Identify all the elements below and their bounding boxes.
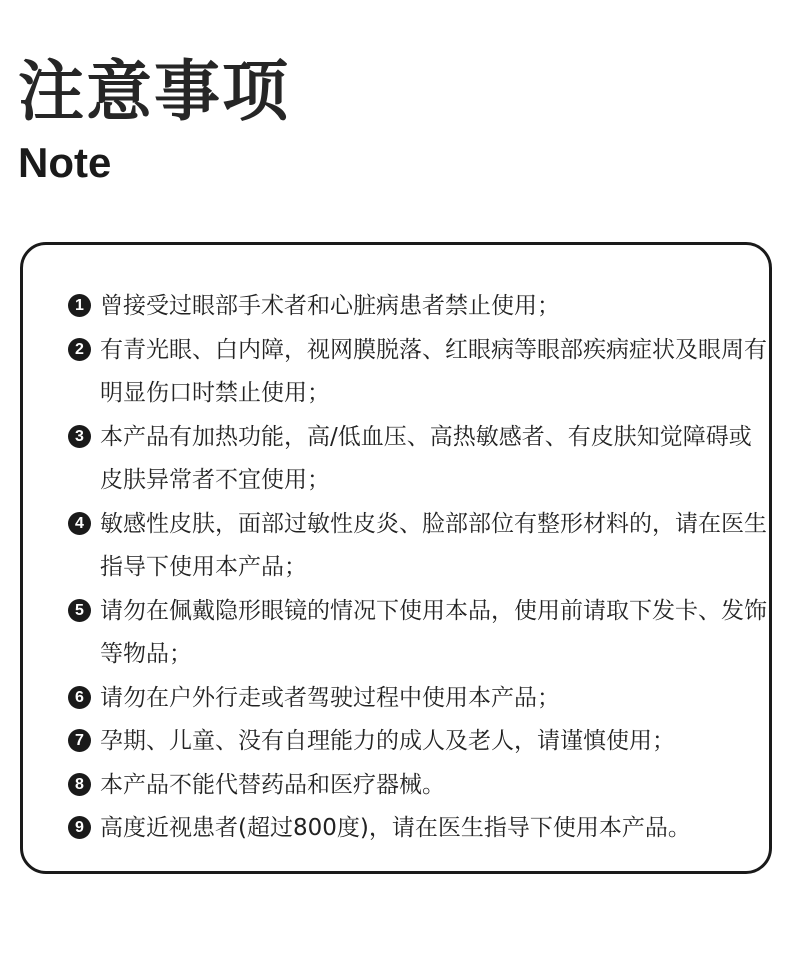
notice-item-5 <box>68 590 768 677</box>
notice-item-7 <box>68 720 768 764</box>
number-8-icon: 8 <box>68 773 91 796</box>
notice-text: 高度近视患者(超过800度)，请在医生指导下使用本产品。 <box>100 815 691 841</box>
notice-text: 本产品有加热功能，高/低血压、高热敏感者、有皮肤知觉障碍或皮肤异常者不宜使用； <box>100 423 752 493</box>
notice-item-4 <box>68 503 768 590</box>
notice-item-6 <box>68 677 768 721</box>
notice-item-8 <box>68 764 768 808</box>
number-1-icon: 1 <box>68 294 91 317</box>
number-3-icon: 3 <box>68 425 91 448</box>
notice-item-9 <box>68 807 768 851</box>
notice-box <box>20 242 772 874</box>
number-6-icon: 6 <box>68 686 91 709</box>
notice-text: 孕期、儿童、没有自理能力的成人及老人，请谨慎使用； <box>100 728 675 754</box>
number-2-icon: 2 <box>68 338 91 361</box>
notice-text: 本产品不能代替药品和医疗器械。 <box>100 771 445 798</box>
notice-text: 请勿在户外行走或者驾驶过程中使用本产品； <box>100 684 560 711</box>
number-5-icon: 5 <box>68 599 91 622</box>
notice-list <box>68 285 768 851</box>
page-title: 注意事项 <box>18 53 290 130</box>
notice-text: 有青光眼、白内障，视网膜脱落、红眼病等眼部疾病症状及眼周有明显伤口时禁止使用； <box>100 336 767 406</box>
notice-item-2 <box>68 329 768 416</box>
page-subtitle: Note <box>18 139 112 186</box>
notice-text: 请勿在佩戴隐形眼镜的情况下使用本品，使用前请取下发卡、发饰等物品； <box>100 597 767 667</box>
notice-item-3 <box>68 416 768 503</box>
notice-item-1 <box>68 285 768 329</box>
number-4-icon: 4 <box>68 512 91 535</box>
number-9-icon: 9 <box>68 816 91 839</box>
notice-text: 敏感性皮肤，面部过敏性皮炎、脸部部位有整形材料的，请在医生指导下使用本产品； <box>100 510 767 580</box>
number-7-icon: 7 <box>68 729 91 752</box>
notice-text: 曾接受过眼部手术者和心脏病患者禁止使用； <box>100 293 560 319</box>
